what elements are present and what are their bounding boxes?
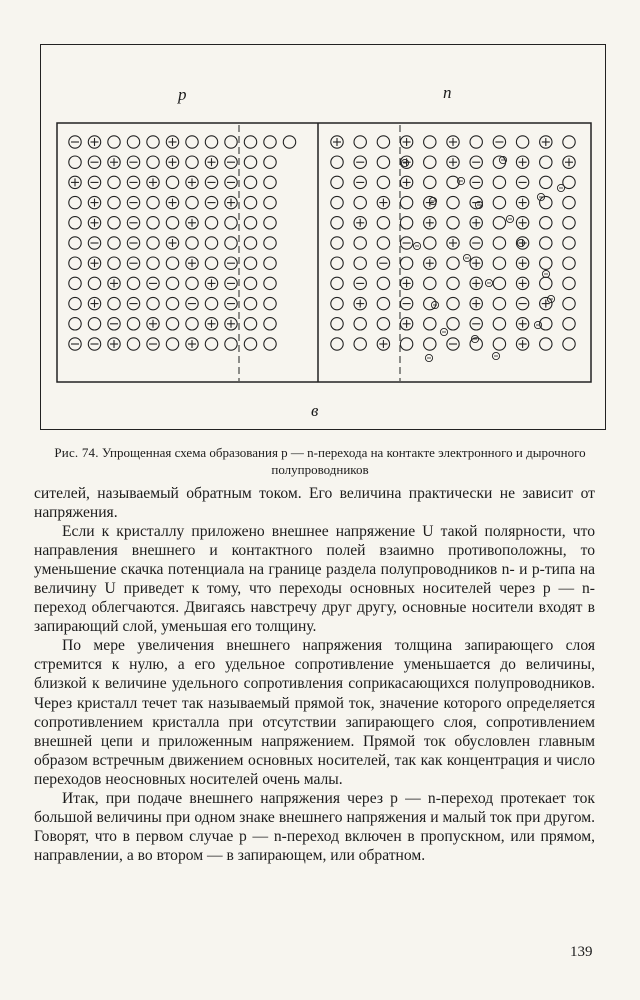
p-region-atom: [69, 257, 81, 269]
n-region-atom: [354, 338, 366, 350]
p-region-atom: [147, 156, 159, 168]
p-region-atom: [147, 257, 159, 269]
n-region-atom: [447, 257, 459, 269]
p-region-atom: [147, 237, 159, 249]
p-region-atom: [186, 156, 198, 168]
n-region-atom: [424, 156, 436, 168]
n-region-atom: [563, 196, 575, 208]
n-region-atom: [447, 277, 459, 289]
p-region-atom: [166, 297, 178, 309]
p-region-atom: [264, 237, 276, 249]
n-region-atom: [563, 318, 575, 330]
n-region-atom: [470, 136, 482, 148]
n-region-atom: [563, 297, 575, 309]
n-region-atom: [377, 277, 389, 289]
n-region-label: n: [443, 83, 452, 102]
p-region-atom: [264, 297, 276, 309]
n-region-atom: [447, 318, 459, 330]
p-region-atom: [147, 297, 159, 309]
p-region-atom: [88, 318, 100, 330]
p-region-atom: [205, 338, 217, 350]
n-region-atom: [540, 338, 552, 350]
p-region-atom: [127, 338, 139, 350]
n-region-atom: [377, 156, 389, 168]
n-region-atom: [540, 196, 552, 208]
p-region-atom: [264, 156, 276, 168]
p-region-atom: [244, 257, 256, 269]
n-region-atom: [424, 237, 436, 249]
pn-junction-diagram: [41, 45, 604, 428]
n-region-atom: [424, 176, 436, 188]
n-region-atom: [331, 257, 343, 269]
n-region-atom: [493, 318, 505, 330]
p-region-atom: [264, 136, 276, 148]
p-region-atom: [205, 297, 217, 309]
n-region-atom: [354, 136, 366, 148]
caption-label: Рис. 74.: [54, 445, 99, 460]
n-region-atom: [493, 217, 505, 229]
n-region-atom: [354, 318, 366, 330]
p-region-atom: [166, 338, 178, 350]
p-region-atom: [244, 338, 256, 350]
p-region-atom: [186, 237, 198, 249]
n-region-atom: [447, 297, 459, 309]
n-region-atom: [377, 318, 389, 330]
p-region-atom: [69, 237, 81, 249]
n-region-atom: [540, 217, 552, 229]
p-region-atom: [264, 196, 276, 208]
n-region-atom: [493, 156, 505, 168]
p-region-atom: [108, 217, 120, 229]
p-region-atom: [127, 136, 139, 148]
p-region-label: p: [178, 85, 187, 104]
p-region-atom: [225, 217, 237, 229]
n-region-atom: [377, 297, 389, 309]
n-region-atom: [516, 136, 528, 148]
n-region-atom: [377, 237, 389, 249]
n-region-atom: [400, 217, 412, 229]
p-region-atom: [225, 136, 237, 148]
n-region-atom: [447, 217, 459, 229]
p-region-atom: [244, 318, 256, 330]
p-region-atom: [264, 257, 276, 269]
p-region-atom: [166, 277, 178, 289]
p-region-atom: [244, 277, 256, 289]
p-region-atom: [186, 318, 198, 330]
p-region-atom: [166, 217, 178, 229]
n-region-atom: [540, 237, 552, 249]
p-region-atom: [69, 318, 81, 330]
p-region-atom: [147, 217, 159, 229]
n-region-atom: [493, 176, 505, 188]
p-region-atom: [264, 338, 276, 350]
p-region-atom: [108, 297, 120, 309]
figure-part-label: в: [311, 401, 319, 420]
n-region-atom: [331, 318, 343, 330]
p-region-atom: [205, 136, 217, 148]
p-region-atom: [225, 338, 237, 350]
p-region-atom: [186, 277, 198, 289]
p-region-atom: [205, 217, 217, 229]
n-region-atom: [400, 257, 412, 269]
p-region-atom: [244, 217, 256, 229]
p-region-atom: [244, 176, 256, 188]
p-region-atom: [186, 196, 198, 208]
p-region-atom: [166, 176, 178, 188]
p-region-atom: [283, 136, 295, 148]
p-region-atom: [69, 297, 81, 309]
paragraph-1: сителей, называемый обратным током. Его величина практически не зависит от напряжения.: [34, 485, 595, 522]
p-region-atom: [244, 237, 256, 249]
n-region-atom: [377, 136, 389, 148]
n-region-atom: [493, 338, 505, 350]
p-region-atom: [127, 318, 139, 330]
n-region-atom: [354, 257, 366, 269]
n-region-atom: [424, 277, 436, 289]
p-region-atom: [108, 196, 120, 208]
n-region-atom: [493, 277, 505, 289]
n-region-atom: [563, 277, 575, 289]
p-region-atom: [264, 277, 276, 289]
paragraph-2: Если к кристаллу приложено внешнее напряжение U такой полярности, что направления внешнего и контактного полей взаимно противоположны, то уменьшение скачка потенциала на границе раздела полупроводников n- и p-типа на величину U приведет к тому, что переходы основных носителей через p — n-переход облегчаются. Двигаясь навстречу друг другу, основные носители входят в запирающий слой, уменьшая его толщину.: [34, 523, 595, 636]
p-region-atom: [108, 136, 120, 148]
n-region-atom: [540, 176, 552, 188]
n-region-atom: [563, 257, 575, 269]
n-region-atom: [447, 196, 459, 208]
p-region-atom: [244, 297, 256, 309]
n-region-atom: [400, 196, 412, 208]
p-region-atom: [69, 217, 81, 229]
p-region-atom: [69, 156, 81, 168]
n-region-atom: [563, 237, 575, 249]
n-region-atom: [354, 196, 366, 208]
n-region-atom: [493, 237, 505, 249]
p-region-atom: [88, 277, 100, 289]
p-region-atom: [244, 156, 256, 168]
n-region-atom: [354, 237, 366, 249]
n-region-atom: [424, 136, 436, 148]
p-region-atom: [108, 176, 120, 188]
p-region-atom: [264, 176, 276, 188]
n-region-atom: [540, 156, 552, 168]
n-region-atom: [331, 237, 343, 249]
n-region-atom: [400, 338, 412, 350]
n-region-atom: [331, 196, 343, 208]
p-region-atom: [127, 277, 139, 289]
n-region-atom: [540, 277, 552, 289]
p-region-atom: [69, 196, 81, 208]
n-region-atom: [493, 196, 505, 208]
n-region-atom: [424, 338, 436, 350]
page-number: 139: [570, 944, 593, 960]
p-region-atom: [244, 136, 256, 148]
p-region-atom: [264, 318, 276, 330]
body-text: [34, 484, 595, 865]
p-region-atom: [264, 217, 276, 229]
figure-frame: [40, 44, 606, 430]
n-region-atom: [563, 338, 575, 350]
p-region-atom: [244, 196, 256, 208]
n-region-atom: [331, 338, 343, 350]
n-region-atom: [540, 257, 552, 269]
p-region-atom: [108, 237, 120, 249]
n-region-atom: [563, 136, 575, 148]
n-region-atom: [493, 257, 505, 269]
p-region-atom: [108, 257, 120, 269]
p-region-atom: [205, 257, 217, 269]
p-region-atom: [225, 237, 237, 249]
caption-text: Упрощенная схема образования p — n-перехода на контакте электронного и дырочного полупроводников: [101, 445, 586, 477]
p-region-atom: [147, 136, 159, 148]
n-region-atom: [424, 318, 436, 330]
p-region-atom: [166, 318, 178, 330]
p-region-atom: [186, 136, 198, 148]
n-region-atom: [424, 297, 436, 309]
p-region-atom: [147, 196, 159, 208]
n-region-atom: [331, 156, 343, 168]
n-region-atom: [563, 217, 575, 229]
p-region-atom: [69, 277, 81, 289]
figure-caption: [34, 444, 606, 478]
paragraph-4: Итак, при подаче внешнего напряжения через p — n-переход протекает ток большой величины при одном знаке внешнего напряжения и малый ток при другом. Говорят, что в первом случае p — n-переход включен в пропускном, или прямом, направлении, а во втором — в запирающем, или обратном.: [34, 789, 595, 864]
n-region-atom: [493, 297, 505, 309]
paragraph-3: По мере увеличения внешнего напряжения толщина запирающего слоя стремится к нулю, а его удельное сопротивление уменьшается до величины, близкой к величине удельного сопротивления соприкасающихся полупроводников. Через кристалл течет так называемый прямой ток, значение которого определяется сопротивлением кристалла при отсутствии запирающего слоя, сопротивлением внешней цепи и приложенным напряжением. Прямой ток обусловлен главным образом встречным движением основных носителей, так как концентрация и число переходов неосновных носителей очень малы.: [34, 637, 595, 788]
p-region-atom: [166, 257, 178, 269]
n-region-atom: [331, 277, 343, 289]
n-region-atom: [377, 217, 389, 229]
n-region-atom: [331, 217, 343, 229]
n-region-atom: [331, 176, 343, 188]
p-region-atom: [205, 237, 217, 249]
n-region-atom: [377, 176, 389, 188]
n-region-atom: [331, 297, 343, 309]
